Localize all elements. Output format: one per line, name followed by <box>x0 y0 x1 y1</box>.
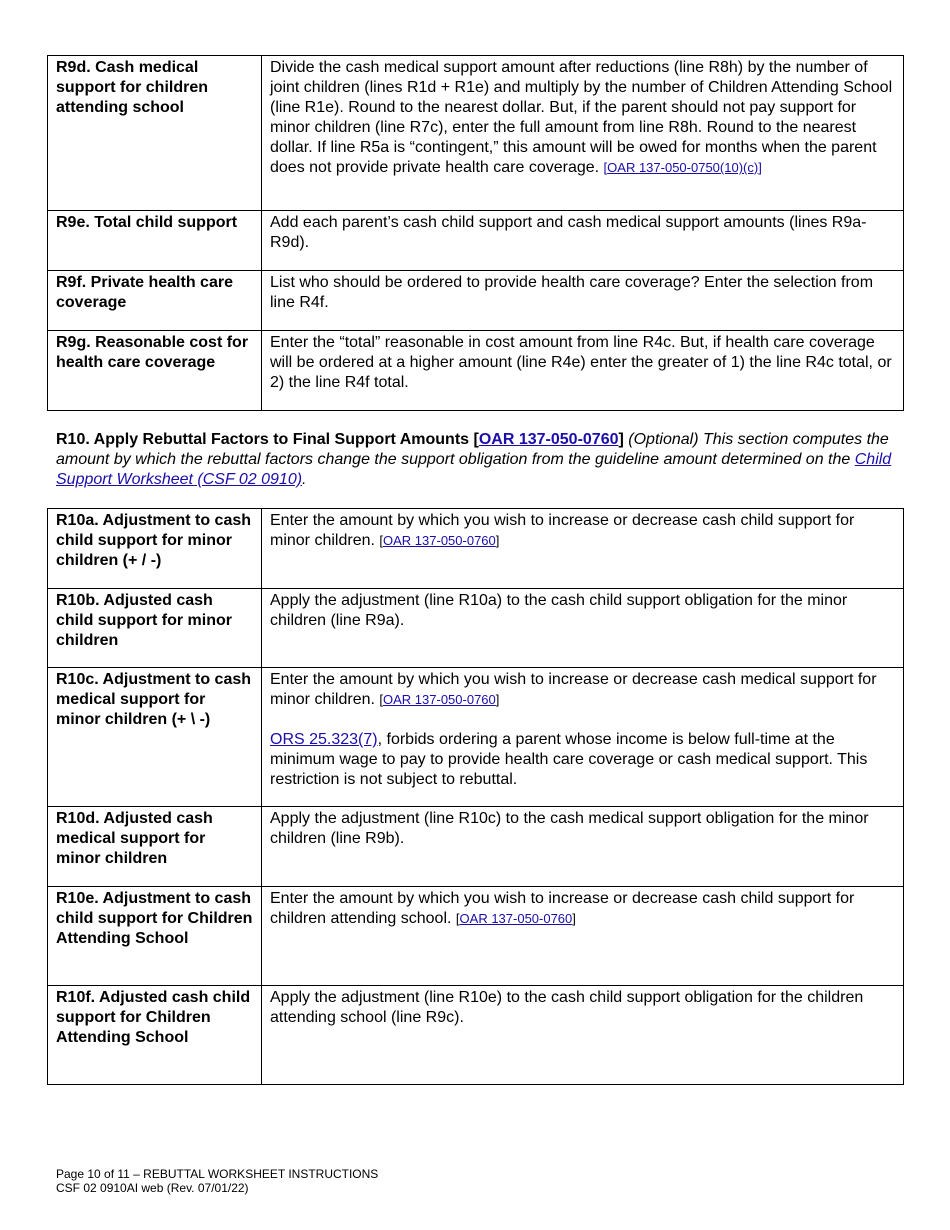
row-text: Enter the amount by which you wish to increase or decrease cash child support for children attending school. <box>270 890 855 927</box>
row-label: R10f. Adjusted cash child support for Children Attending School <box>48 986 262 1085</box>
row-description: List who should be ordered to provide health care coverage? Enter the selection from line R4f. <box>262 271 904 331</box>
child-support-worksheet-link[interactable]: Child Support Worksheet (CSF 02 0910) <box>56 451 892 488</box>
oar-link[interactable]: OAR 137-050-0760 <box>383 533 496 548</box>
row-description <box>262 56 904 211</box>
instructions-table-r9 <box>47 55 904 411</box>
row-label: R10e. Adjustment to cash child support for Children Attending School <box>48 887 262 986</box>
row-description: Enter the “total” reasonable in cost amount from line R4c. But, if health care coverage will be ordered at a higher amount (line R4e) enter the greater of 1) the line R4c total, or 2) the line R4f total. <box>262 331 904 411</box>
row-label: R9f. Private health care coverage <box>48 271 262 331</box>
row-extra-text: , forbids ordering a parent whose income is below full-time at the minimum wage to pay to provide health care coverage or cash medical support. This restriction is not subject to rebuttal. <box>270 731 868 788</box>
row-label: R10b. Adjusted cash child support for minor children <box>48 589 262 668</box>
row-text: Enter the amount by which you wish to increase or decrease cash child support for minor children. <box>270 512 855 549</box>
table-row <box>48 509 904 589</box>
oar-link[interactable]: OAR 137-050-0750(10)(c) <box>607 160 759 175</box>
table-row <box>48 271 904 331</box>
row-description: Add each parent’s cash child support and cash medical support amounts (lines R9a-R9d). <box>262 211 904 271</box>
row-description <box>262 887 904 986</box>
ors-link[interactable]: ORS 25.323(7) <box>270 731 378 748</box>
row-label: R10c. Adjustment to cash medical support for minor children (+ \ -) <box>48 668 262 807</box>
oar-reference: [OAR 137-050-0760] <box>379 533 500 548</box>
oar-reference: [OAR 137-050-0750(10)(c)] <box>603 160 762 175</box>
oar-link[interactable]: OAR 137-050-0760 <box>383 692 496 707</box>
row-paragraph <box>270 670 895 710</box>
row-description: Apply the adjustment (line R10e) to the cash child support obligation for the children attending school (line R9c). <box>262 986 904 1085</box>
row-label: R9g. Reasonable cost for health care coverage <box>48 331 262 411</box>
table-row <box>48 331 904 411</box>
row-label: R9d. Cash medical support for children attending school <box>48 56 262 211</box>
footer-form-id: CSF 02 0910AI web (Rev. 07/01/22) <box>56 1181 249 1195</box>
oar-link[interactable]: OAR 137-050-0760 <box>459 911 573 926</box>
section-oar-link[interactable]: OAR 137-050-0760 <box>478 431 619 448</box>
oar-reference: [OAR 137-050-0760] <box>379 692 500 707</box>
table-row <box>48 668 904 807</box>
section-heading: R10. Apply Rebuttal Factors to Final Support Amounts [OAR 137-050-0760] (Optional) This section computes the amount by which the rebuttal factors change the support obligation from the guideline amount determined on the Child Support Worksheet (CSF 02 0910). <box>56 431 892 488</box>
row-label: R9e. Total child support <box>48 211 262 271</box>
row-description: Apply the adjustment (line R10c) to the cash medical support obligation for the minor children (line R9b). <box>262 807 904 887</box>
oar-reference: [OAR 137-050-0760] <box>455 911 576 926</box>
section-title: R10. Apply Rebuttal Factors to Final Support Amounts <box>56 431 470 448</box>
row-text: Divide the cash medical support amount after reductions (line R8h) by the number of joint children (lines R1d + R1e) and multiply by the number of Children Attending School (line R1e). Round to the nearest dollar. But, if the parent should not pay support for minor children (line R7c), enter the full amount from line R8h. Round to the nearest dollar. If line R5a is “contingent,” this amount will be owed for months when the parent does not provide private health care coverage. <box>270 59 893 176</box>
instructions-table-r10 <box>47 508 904 1085</box>
row-description <box>262 509 904 589</box>
row-description <box>262 668 904 807</box>
row-label: R10d. Adjusted cash medical support for minor children <box>48 807 262 887</box>
footer-page-info: Page 10 of 11 – REBUTTAL WORKSHEET INSTRUCTIONS <box>56 1167 379 1181</box>
table-row <box>48 807 904 887</box>
table-row <box>48 211 904 271</box>
row-label: R10a. Adjustment to cash child support for minor children (+ / -) <box>48 509 262 589</box>
table-row <box>48 986 904 1085</box>
table-row <box>48 56 904 211</box>
section-description: (Optional) This section computes the amount by which the rebuttal factors change the support obligation from the guideline amount determined on the <box>56 431 889 468</box>
row-text: Enter the amount by which you wish to increase or decrease cash medical support for minor children. <box>270 671 877 708</box>
table-row <box>48 589 904 668</box>
section-description-end: . <box>302 471 307 488</box>
table-row <box>48 887 904 986</box>
page-footer <box>56 1167 378 1195</box>
row-description: Apply the adjustment (line R10a) to the cash child support obligation for the minor children (line R9a). <box>262 589 904 668</box>
row-paragraph <box>270 730 895 790</box>
